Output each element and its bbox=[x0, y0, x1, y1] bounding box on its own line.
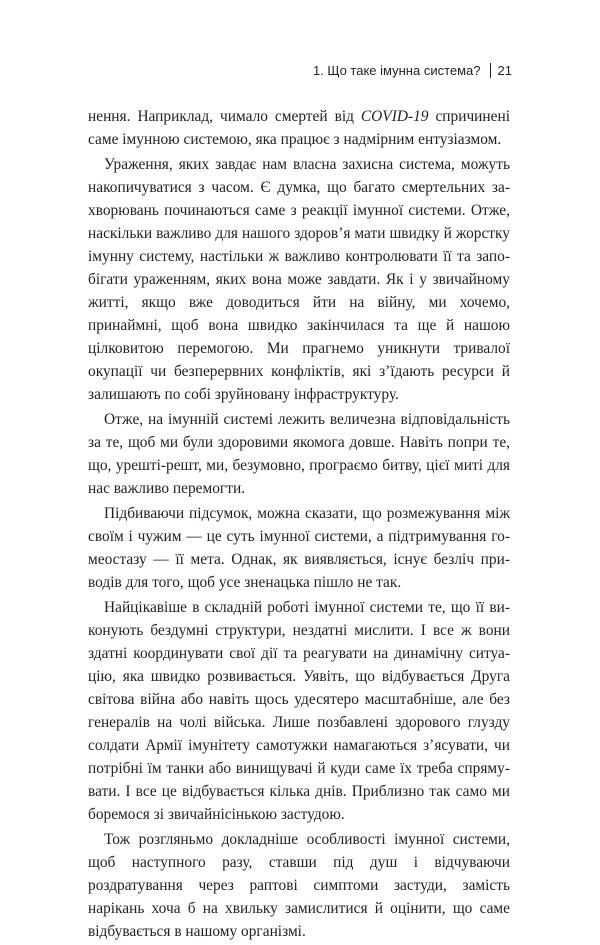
paragraph-1-after: спричинені саме імунною системою, яка працює з надмірним ентузіазмом. bbox=[88, 108, 510, 148]
page-number: 21 bbox=[497, 63, 512, 78]
paragraph-6: Тож розгляньмо докладніше особливості імунної системи, щоб наступного разу, ставши під душ і відчуваючи роздратування через раптові симптоми застуди, замість нарікань хоча б на хвильку замислитися й оцінити, що саме відбувається в нашому організмі. bbox=[88, 831, 510, 940]
paragraph-2: Ураження, яких завдає нам власна захисна система, можуть накопичуватися з часом. Є думка, що багато смертельних захворювань починаються саме з реакції імунної системи. Отже, наскільки важливо для нашого здоров’я мати швидку й жорстку імунну систему, настільки ж важливо контролювати її та запобігати ураженням, яких вона може завдати. Як і у звичайному житті, якщо вже доводиться йти на війну, ми хочемо, принаймні, щоб вона швидко закінчилася та ще й нашою цілковитою перемогою. Ми прагнемо уникнути тривалої окупації чи безперервних конфліктів, які з’їдають ресурси й залишають по собі зруйновану інфраструктуру. bbox=[88, 156, 510, 403]
paragraph-1-before: нення. Наприклад, чимало смертей від bbox=[88, 108, 361, 125]
paragraph-5: Найцікавіше в складній роботі імунної системи те, що її виконують бездумні структури, нездатні мислити. І все ж вони здатні координувати свої дії та реагувати на динамічну ситуацію, яка швидко розвивається. Уявіть, що відбувається Друга світова війна або навіть щось удесятеро масштабніше, але без генералів на чолі війська. Лише позбавлені здорового глузду солдати Армії імунітету самотужки намагаються з’ясувати, чи потрібні їм танки або винищувачі й куди саме їх треба спрямувати. І все це відбувається кілька днів. Приблизно так само ми боремося зі звичайнісінькою застудою. bbox=[88, 599, 510, 823]
covid-emphasis: COVID-19 bbox=[360, 108, 429, 125]
page-body bbox=[88, 105, 510, 945]
paragraph-4: Підбиваючи підсумок, можна сказати, що розмежування між своїм і чужим — це суть імунної системи, а підтримування гомеостазу — її мета. Однак, як виявляється, існує безліч приводів для того, щоб усе зненацька пішло не так. bbox=[88, 505, 510, 591]
paragraph-1 bbox=[88, 105, 510, 151]
paragraph-3: Отже, на імунній системі лежить величезна відповідальність за те, щоб ми були здоровими якомога довше. Навіть попри те, що, урешті-решт, ми, безумовно, програємо битву, цієї миті для нас важливо перемогти. bbox=[88, 411, 510, 497]
header-divider bbox=[490, 63, 491, 78]
chapter-title: 1. Що таке імунна система? bbox=[312, 63, 481, 78]
running-header bbox=[313, 63, 512, 79]
